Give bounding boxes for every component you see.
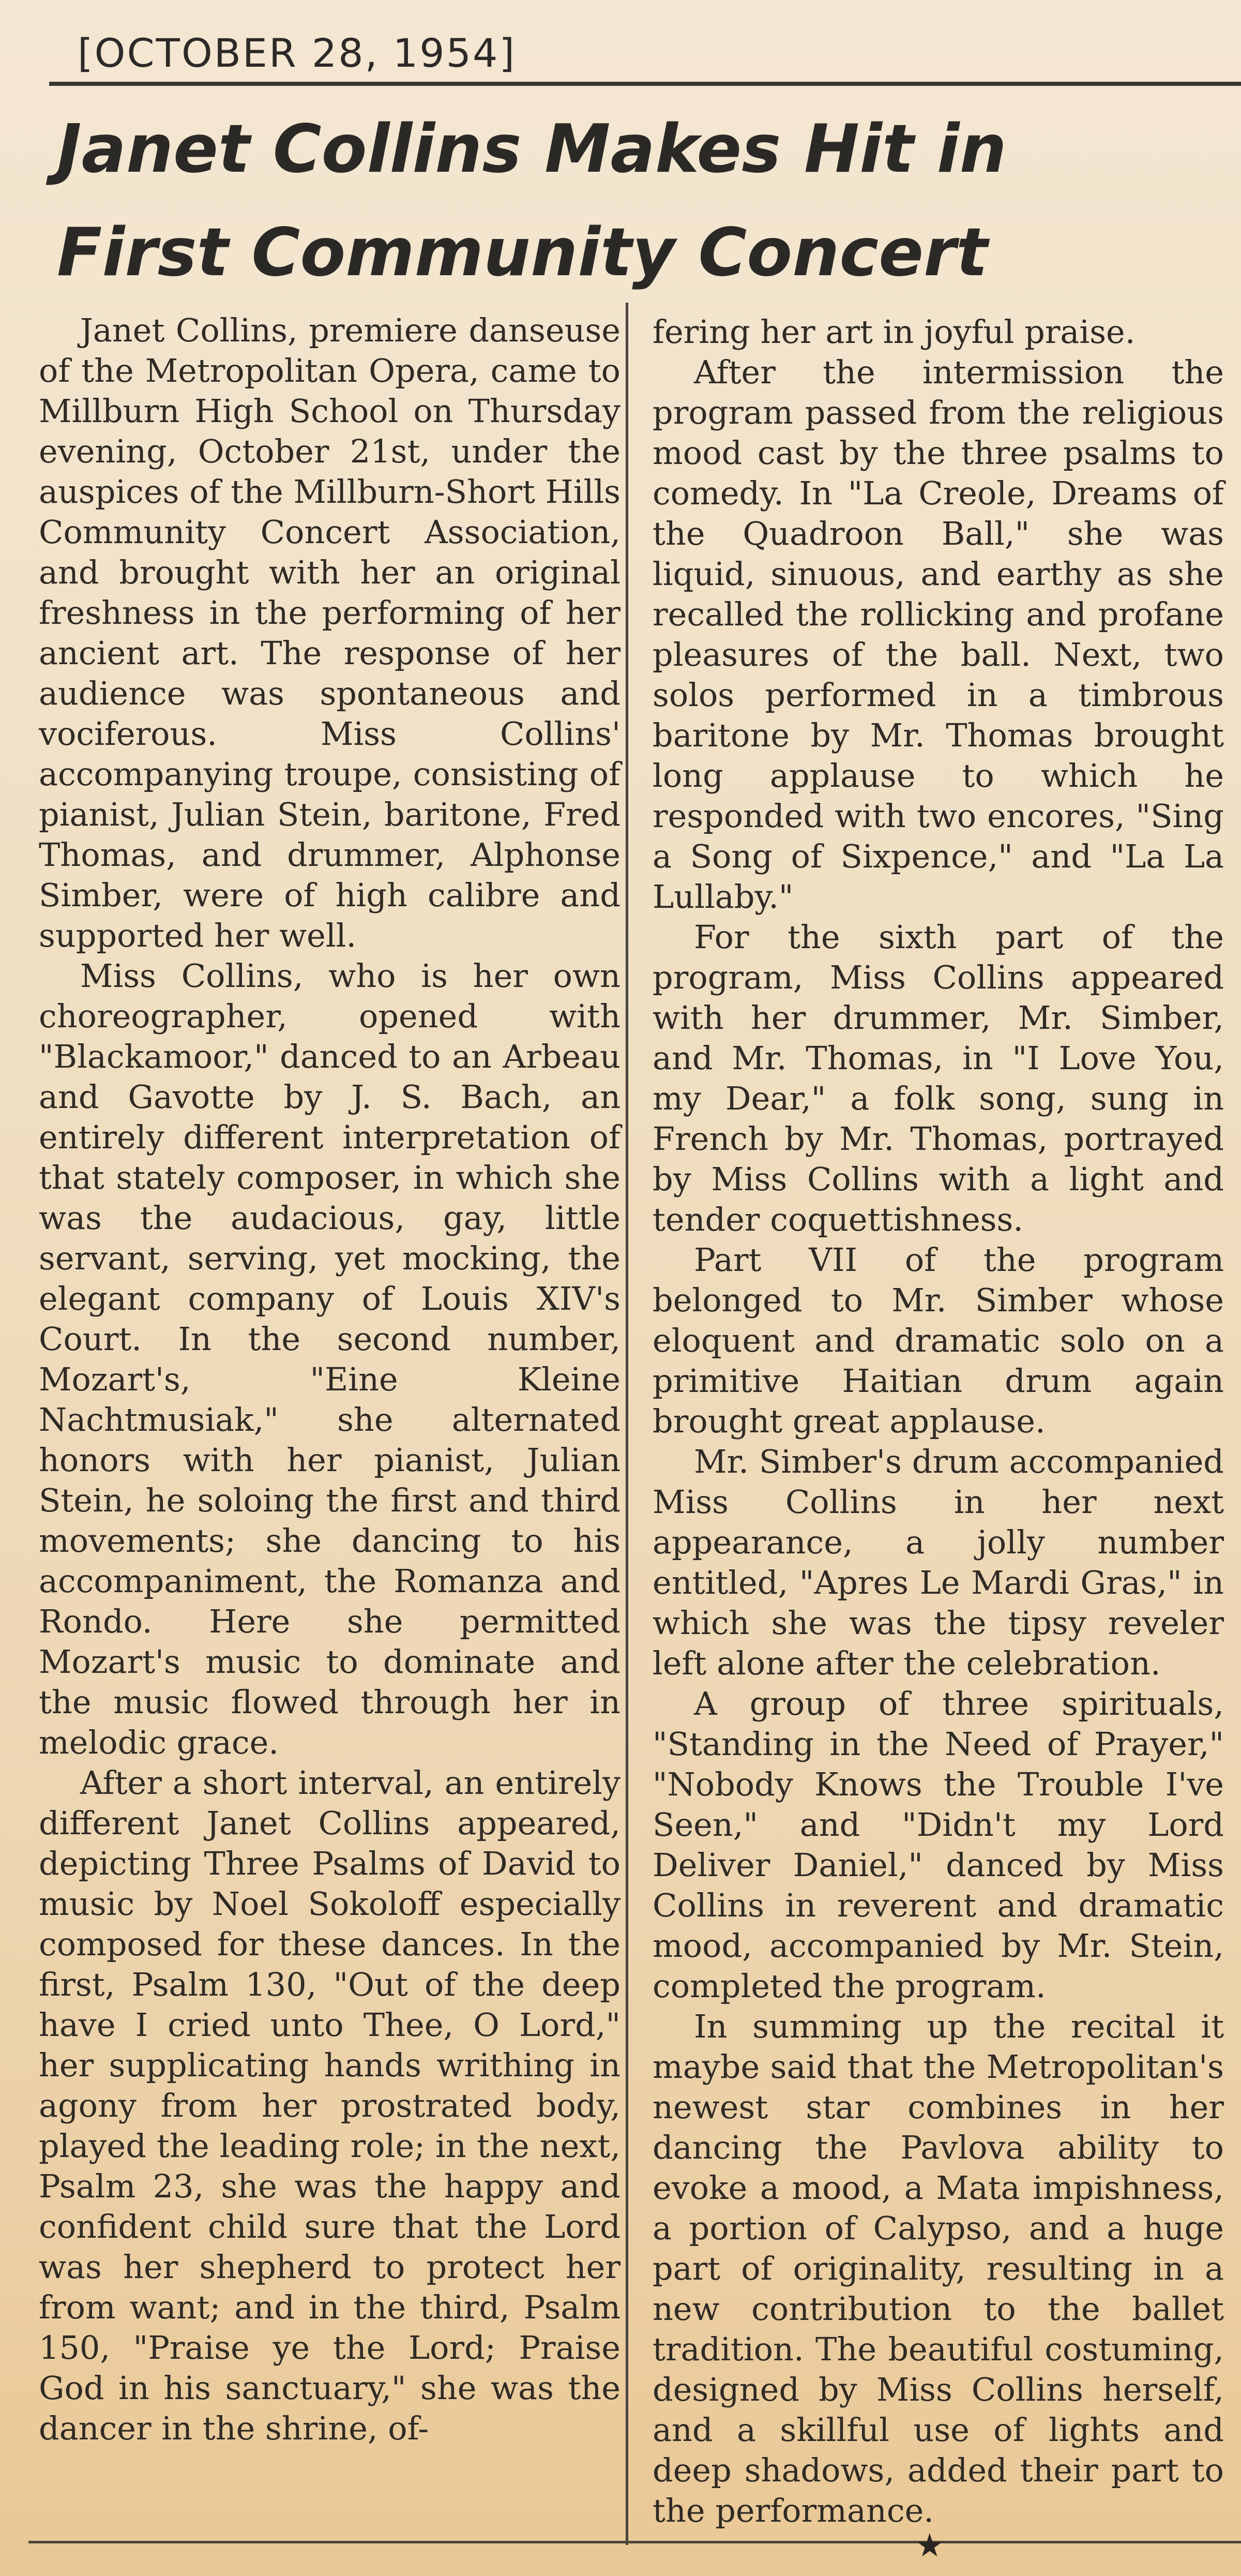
article-paragraph: For the sixth part of the program, Miss Collins appeared with her drummer, Mr. Simber, and Mr. Thomas, in "I Love You, my Dear," a folk song, sung in French by Mr. Thomas, portrayed by Miss Collins with a light and tender coquettishness. xyxy=(653,918,1224,1238)
article-paragraph: After a short interval, an entirely different Janet Collins appeared, depicting Three Psalms of David to music by Noel Sokoloff especially composed for these dances. In the first, Psalm 130, "Out of the deep have I cried unto Thee, O Lord," her supplicating hands writhing in agony from her prostrated body, played the leading role; in the next, Psalm 23, she was the happy and confident child sure that the Lord was her shepherd to protect her from want; and in the third, Psalm 150, "Praise ye the Lord; Praise God in his sanctuary," she was the dancer in the shrine, of- xyxy=(39,1764,620,2447)
column-divider xyxy=(626,303,628,2545)
top-rule xyxy=(49,82,1241,86)
article-paragraph: In summing up the recital it maybe said that the Metropolitan's newest star combines in her dancing the Pavlova ability to evoke a mood, a Mata impishness, a portion of Calypso, and a huge part of originality, resulting in a new contribution to the ballet tradition. The beautiful costuming, designed by Miss Collins herself, and a skillful use of lights and deep shadows, added their part to the performance. xyxy=(653,2008,1224,2529)
article-paragraph: Miss Collins, who is her own choreographer, opened with "Blackamoor," danced to an Arbeau and Gavotte by J. S. Bach, an entirely different interpretation of that stately composer, in which she was the audacious, gay, little servant, serving, yet mocking, the elegant company of Louis XIV's Court. In the second number, Mozart's, "Eine Kleine Nachtmusiak," she alternated honors with her pianist, Julian Stein, he soloing the first and third movements; she dancing to his accompaniment, the Romanza and Rondo. Here she permitted Mozart's music to dominate and the music flowed through her in melodic grace. xyxy=(39,957,620,1761)
article-left-column xyxy=(39,310,620,2449)
article-paragraph: Part VII of the program belonged to Mr. Simber whose eloquent and dramatic solo on a primitive Haitian drum again brought great applause. xyxy=(653,1241,1224,1440)
dateline: [OCTOBER 28, 1954] xyxy=(78,30,516,76)
article-paragraph-continuation: fering her art in joyful praise. xyxy=(653,313,1136,351)
article-paragraph: Janet Collins, premiere danseuse of the Metropolitan Opera, came to Millburn High School on Thursday evening, October 21st, under the auspices of the Millburn-Short Hills Community Concert Association, and brought with her an original freshness in the performing of her ancient art. The response of her audience was spontaneous and vociferous. Miss Collins' accompanying troupe, consisting of pianist, Julian Stein, baritone, Fred Thomas, and drummer, Alphonse Simber, were of high calibre and supported her well. xyxy=(39,311,620,954)
article-paragraph: Mr. Simber's drum accompanied Miss Collins in her next appearance, a jolly number entitled, "Apres Le Mardi Gras," in which she was the tipsy reveler left alone after the celebration. xyxy=(653,1443,1224,1682)
headline-line-2: First Community Concert xyxy=(57,214,988,291)
bottom-rule xyxy=(28,2541,1241,2543)
article-paragraph: After the intermission the program passed from the religious mood cast by the three psalms to comedy. In "La Creole, Dreams of the Quadroon Ball," she was liquid, sinuous, and earthy as she recalled the rollicking and profane pleasures of the ball. Next, two solos performed in a timbrous baritone by Mr. Thomas brought long applause to which he responded with two encores, "Sing a Song of Sixpence," and "La La Lullaby." xyxy=(653,353,1224,916)
article-paragraph: A group of three spirituals, "Standing in the Need of Prayer," "Nobody Knows the Trouble I've Seen," and "Didn't my Lord Deliver Daniel," danced by Miss Collins in reverent and dramatic mood, accompanied by Mr. Stein, completed the program. xyxy=(653,1685,1224,2005)
end-star-icon: ★ xyxy=(915,2526,944,2564)
article-right-column xyxy=(653,312,1224,2531)
headline-line-1: Janet Collins Makes Hit in xyxy=(57,111,1007,188)
